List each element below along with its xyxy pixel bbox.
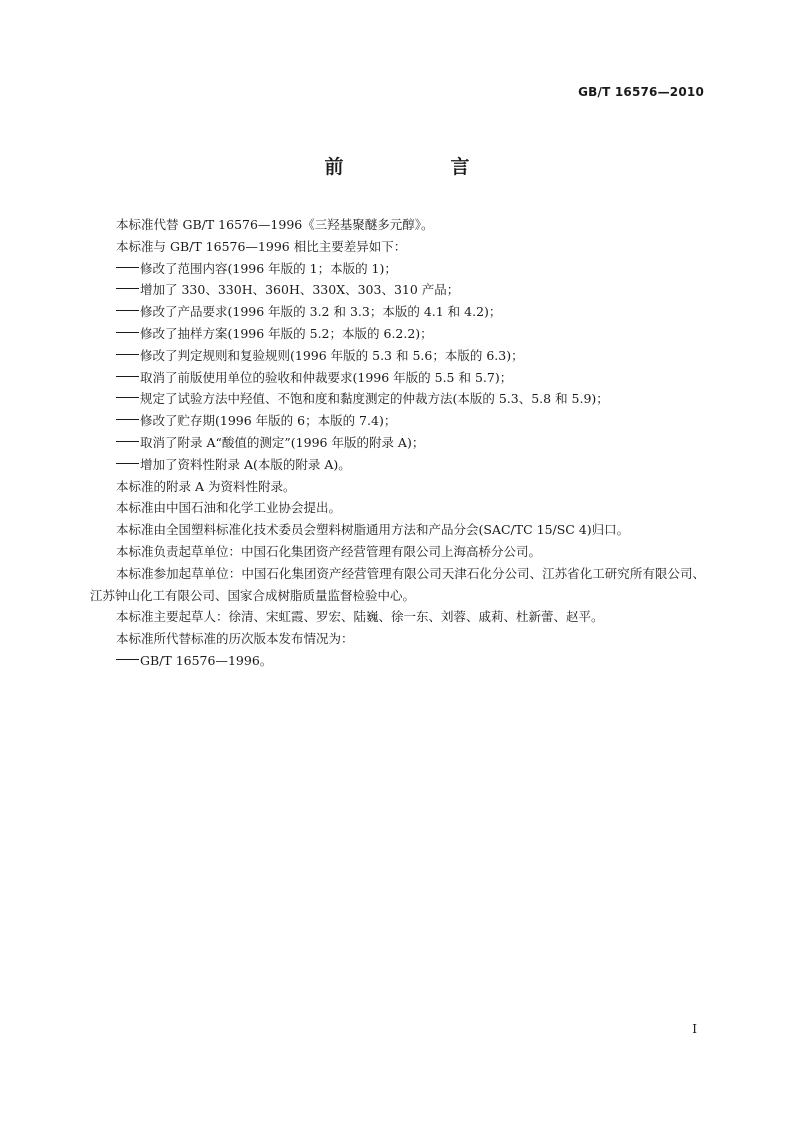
paragraph-differences-intro: 本标准与 GB/T 16576—1996 相比主要差异如下： — [116, 238, 407, 254]
change-item-text: 取消了前版使用单位的验收和仲裁要求(1996 年版的 5.5 和 5.7)； — [140, 369, 513, 385]
change-item — [90, 388, 705, 410]
page-title: 前 言 — [324, 156, 514, 178]
change-item-text: 规定了试验方法中羟值、不饱和度和黏度测定的仲裁方法(本版的 5.3、5.8 和 5.9)； — [140, 391, 609, 407]
em-dash-mark — [116, 371, 140, 383]
standard-code: GB/T 16576—2010 — [578, 85, 704, 99]
paragraph-drafters: 本标准主要起草人：徐清、宋虹霞、罗宏、陆巍、徐一东、刘蓉、戚莉、杜新蕾、赵平。 — [116, 609, 604, 625]
change-item-text: 取消了附录 A“酸值的测定”(1996 年版的附录 A)； — [140, 434, 425, 450]
em-dash-mark — [116, 436, 140, 448]
em-dash-mark — [116, 305, 140, 317]
em-dash-mark — [116, 654, 140, 666]
history-item-text: GB/T 16576—1996。 — [140, 652, 273, 668]
em-dash-mark — [116, 392, 140, 404]
change-item — [90, 454, 705, 476]
em-dash-mark — [116, 414, 140, 426]
paragraph-participating-drafters: 本标准参加起草单位：中国石化集团资产经营管理有限公司天津石化分公司、江苏省化工研究所有限公司、江苏钟山化工有限公司、国家合成树脂质量监督检验中心。 — [90, 565, 705, 603]
change-item — [90, 301, 705, 323]
em-dash-mark — [116, 458, 140, 470]
em-dash-mark — [116, 349, 140, 361]
change-item — [90, 345, 705, 367]
em-dash-mark — [116, 283, 140, 295]
paragraph-annex: 本标准的附录 A 为资料性附录。 — [116, 478, 296, 494]
paragraph-proposer: 本标准由中国石油和化学工业协会提出。 — [116, 500, 342, 516]
paragraph-history-intro: 本标准所代替标准的历次版本发布情况为： — [116, 631, 354, 647]
change-item-text: 增加了资料性附录 A(本版的附录 A)。 — [140, 456, 351, 472]
change-item-text: 增加了 330、330H、360H、330X、303、310 产品； — [140, 282, 460, 298]
change-item-text: 修改了贮存期(1996 年版的 6；本版的 7.4)； — [140, 413, 397, 429]
paragraph-committee: 本标准由全国塑料标准化技术委员会塑料树脂通用方法和产品分会(SAC/TC 15/SC 4)归口。 — [116, 522, 630, 538]
change-item — [90, 367, 705, 389]
paragraph-lead-drafter: 本标准负责起草单位：中国石化集团资产经营管理有限公司上海高桥分公司。 — [116, 543, 542, 559]
change-item — [90, 258, 705, 280]
em-dash-mark — [116, 262, 140, 274]
change-item-text: 修改了抽样方案(1996 年版的 5.2；本版的 6.2.2)； — [140, 325, 433, 341]
change-item-text: 修改了判定规则和复验规则(1996 年版的 5.3 和 5.6；本版的 6.3)； — [140, 347, 524, 363]
change-item — [90, 279, 705, 301]
change-item-text: 修改了范围内容(1996 年版的 1；本版的 1)； — [140, 260, 397, 276]
paragraph-replaces: 本标准代替 GB/T 16576—1996《三羟基聚醚多元醇》。 — [116, 217, 434, 232]
history-item — [90, 650, 705, 672]
change-item — [90, 432, 705, 454]
change-item — [90, 410, 705, 432]
change-item — [90, 323, 705, 345]
page-number: I — [692, 1022, 697, 1036]
change-item-text: 修改了产品要求(1996 年版的 3.2 和 3.3；本版的 4.1 和 4.2)； — [140, 304, 502, 320]
em-dash-mark — [116, 327, 140, 339]
foreword-body — [90, 214, 705, 672]
